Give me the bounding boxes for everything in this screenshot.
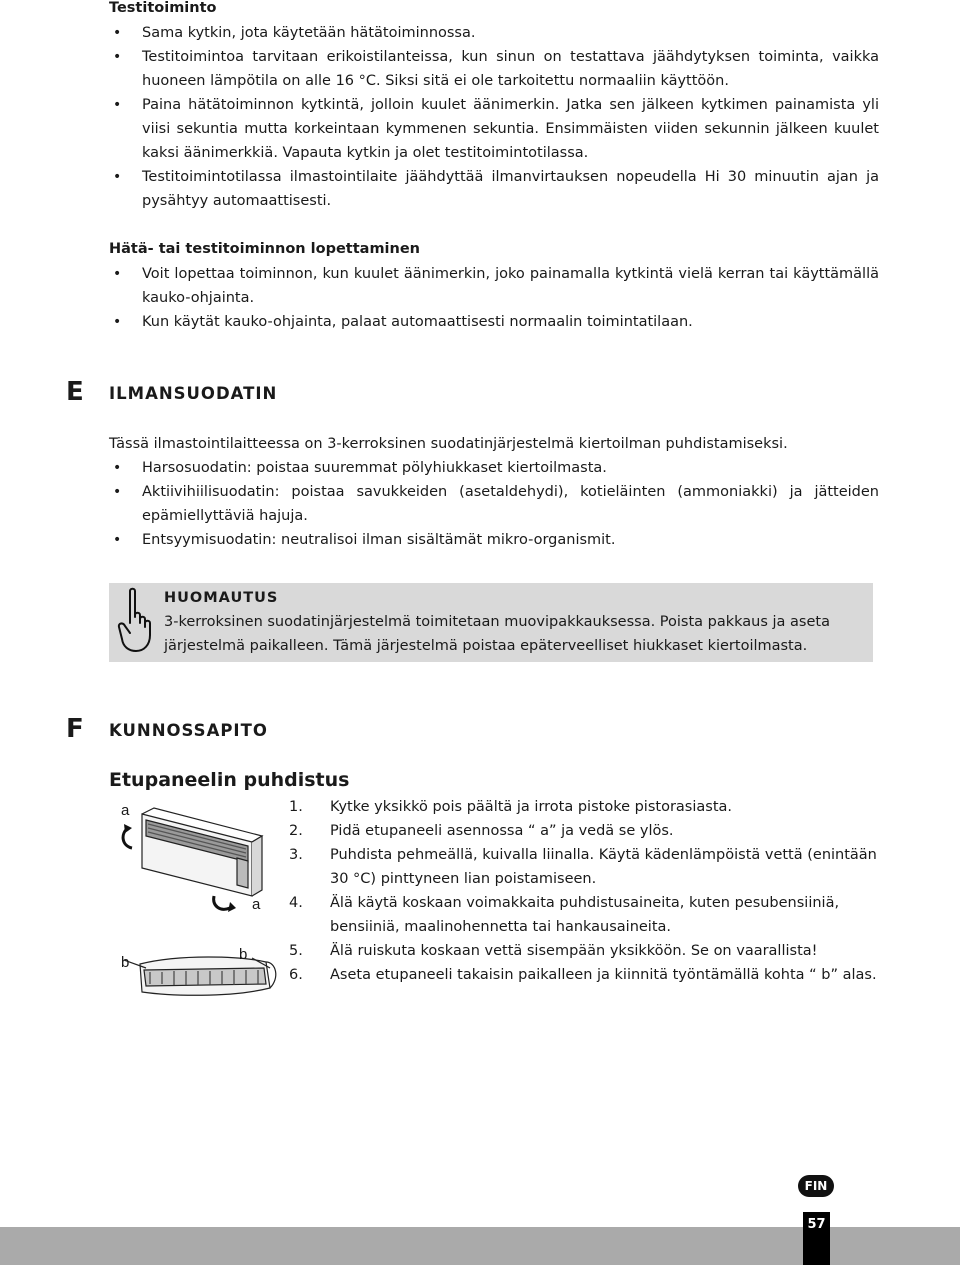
list-item — [289, 819, 879, 843]
test-mode-list — [109, 21, 879, 213]
list-item — [289, 891, 879, 939]
list-item: • Harsosuodatin: poistaa suuremmat pölyhiukkaset kiertoilmasta. — [109, 456, 879, 480]
list-item — [289, 939, 879, 963]
stop-mode-list — [109, 262, 879, 334]
list-item — [289, 843, 879, 891]
language-badge: FIN — [798, 1175, 834, 1197]
step-number: 1. — [289, 799, 303, 815]
step-text: Älä käytä koskaan voimakkaita puhdistusaineita, kuten pesubensiiniä, bensiiniä, maalinohennetta tai hankausaineita. — [330, 895, 840, 935]
step-number: 6. — [289, 967, 303, 983]
list-item: • Voit lopettaa toiminnon, kun kuulet äänimerkin, joko painamalla kytkintä vielä kerran tai käyttämällä kauko-ohjainta. — [109, 262, 879, 310]
section-f-letter: F — [66, 714, 84, 744]
step-number: 2. — [289, 823, 303, 839]
section-e-letter: E — [66, 377, 84, 407]
figure-label-b-left: b — [121, 954, 130, 971]
note-line-2: järjestelmä paikalleen. Tämä järjestelmä poistaa epäterveelliset hiukkaset kiertoilmasta. — [164, 638, 808, 654]
note-box — [109, 583, 873, 662]
step-text: Kytke yksikkö pois päältä ja irrota pistoke pistorasiasta. — [330, 799, 732, 815]
cleaning-steps — [289, 795, 879, 987]
figure-label-b-right: b — [239, 946, 248, 963]
step-number: 3. — [289, 847, 303, 863]
list-item: • Kun käytät kauko-ohjainta, palaat automaattisesti normaalin toimintatilaan. — [109, 310, 879, 334]
list-item: • Testitoimintoa tarvitaan erikoistilanteissa, kun sinun on testattava jäähdytyksen toiminta, vaikka huoneen lämpötila on alle 16 °C. Siksi sitä ei ole tarkoitettu normaaliin käyttöön. — [109, 45, 879, 93]
list-item: • Testitoimintotilassa ilmastointilaite jäähdyttää ilmanvirtauksen nopeudella Hi 30 minuutin ajan ja pysähtyy automaattisesti. — [109, 165, 879, 213]
figure-label-a-bottom: a — [252, 896, 261, 913]
note-line-1: 3-kerroksinen suodatinjärjestelmä toimitetaan muovipakkauksessa. Poista pakkaus ja aseta — [164, 614, 830, 630]
list-item — [289, 795, 879, 819]
list-item: • Entsyymisuodatin: neutralisoi ilman sisältämät mikro-organismit. — [109, 528, 879, 552]
section-e-intro: Tässä ilmastointilaitteessa on 3-kerroksinen suodatinjärjestelmä kiertoilman puhdistamiseksi. — [109, 436, 788, 452]
page-number: 57 — [803, 1212, 830, 1265]
list-item: • Sama kytkin, jota käytetään hätätoiminnossa. — [109, 21, 879, 45]
figure-label-a-top: a — [121, 802, 130, 819]
step-text: Älä ruiskuta koskaan vettä sisempään yksikköön. Se on vaarallista! — [330, 943, 818, 959]
filter-list — [109, 456, 879, 552]
list-item: • Aktiivihiilisuodatin: poistaa savukkeiden (asetaldehydi), kotieläinten (ammoniakki) ja jätteiden epämiellyttäviä hajuja. — [109, 480, 879, 528]
step-text: Puhdista pehmeällä, kuivalla liinalla. Käytä kädenlämpöistä vettä (enintään 30 °C) pinttyneen lian poistamiseen. — [330, 847, 877, 887]
section-e-title: ILMANSUODATIN — [109, 384, 278, 403]
section-f-title: KUNNOSSAPITO — [109, 721, 268, 740]
step-text: Pidä etupaneeli asennossa “ a” ja vedä se ylös. — [330, 823, 674, 839]
test-mode-heading: Testitoiminto — [109, 0, 217, 16]
step-number: 5. — [289, 943, 303, 959]
panel-closing-illustration — [120, 948, 285, 1010]
panel-open-illustration — [112, 800, 272, 915]
step-text: Aseta etupaneeli takaisin paikalleen ja kiinnitä työntämällä kohta “ b” alas. — [330, 967, 877, 983]
front-panel-subheading: Etupaneelin puhdistus — [109, 769, 350, 791]
stop-mode-heading: Hätä- tai testitoiminnon lopettaminen — [109, 241, 421, 257]
list-item: • Paina hätätoiminnon kytkintä, jolloin kuulet äänimerkin. Jatka sen jälkeen kytkimen painamista yli viisi sekuntia mutta korkeintaan kymmenen sekuntia. Ensimmäisten viiden sekunnin jälkeen kuulet kaksi äänimerkkiä. Vapauta kytkin ja olet testitoimintotilassa. — [109, 93, 879, 165]
pointing-hand-icon — [114, 587, 156, 655]
step-number: 4. — [289, 895, 303, 911]
note-title: HUOMAUTUS — [164, 590, 279, 606]
list-item — [289, 963, 879, 987]
